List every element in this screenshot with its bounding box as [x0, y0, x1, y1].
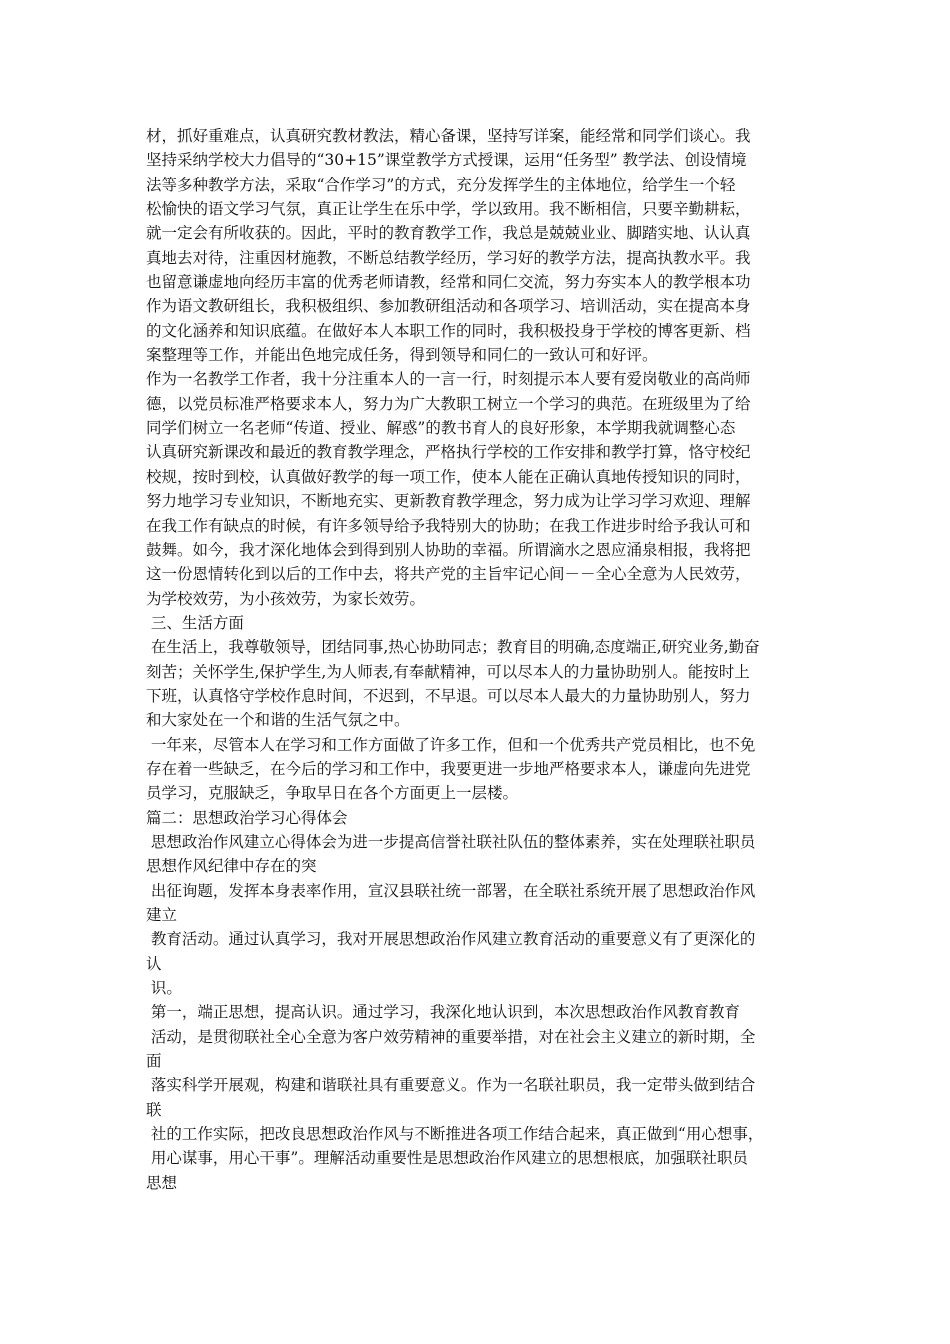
text-line: 思想作风纪律中存在的突	[146, 857, 317, 876]
text-line: 联	[146, 1100, 162, 1119]
text-line: 思想	[146, 1173, 178, 1192]
text-line: 教育活动。通过认真学习，我对开展思想政治作风建立教育活动的重要意义有了更深化的	[146, 930, 756, 949]
text-line: 社的工作实际，把改良思想政治作风与不断推进各项工作结合起来，真正做到“用心想事，	[146, 1125, 764, 1144]
text-line: 在我工作有缺点的时候，有许多领导给予我特别大的协助；在我工作进步时给予我认可和	[146, 516, 751, 535]
text-line: 建立	[146, 906, 178, 924]
text-line: 思想政治作风建立心得体会为进一步提高信誉社联社队伍的整体素养，实在处理联社职员	[146, 832, 756, 851]
text-line: 三、生活方面	[146, 613, 244, 632]
text-line: 同学们树立一名老师“传道、授业、解惑”的教书育人的良好形象，本学期我就调整心态	[146, 419, 736, 438]
paragraph	[146, 733, 812, 806]
text-line: 作为语文教研组长，我积极组织、参加教研组活动和各项学习、培训活动，实在提高本身	[146, 297, 751, 316]
text-line: 活动，是贯彻联社全心全意为客户效劳精神的重要举措，对在社会主义建立的新时期，全	[146, 1027, 756, 1046]
paragraph	[146, 1122, 812, 1195]
paragraph	[146, 1000, 812, 1024]
text-line: 鼓舞。如今，我才深化地体会到得到别人协助的幸福。所谓滴水之恩应涌泉相报，我将把	[146, 540, 751, 559]
paragraph	[146, 927, 812, 976]
paragraph	[146, 830, 812, 879]
text-line: 一年来，尽管本人在学习和工作方面做了许多工作，但和一个优秀共产党员相比，也不免	[146, 735, 756, 754]
paragraph	[146, 124, 812, 367]
text-line: 真地去对待，注重因材施教，不断总结教学经历，学习好的教学方法，提高执教水平。我	[146, 248, 751, 267]
text-line: 在生活上，我尊敬领导，团结同事,热心协助同志；教育目的明确,态度端正,研究业务,勤奋	[146, 638, 760, 657]
text-line: 存在着一些缺乏，在今后的学习和工作中，我要更进一步地严格要求本人，谦虚向先进党	[146, 759, 751, 778]
paragraph	[146, 367, 812, 610]
text-line: 坚持采纳学校大力倡导的“30+15”课堂教学方式授课，运用“任务型” 教学法、创设情境	[146, 151, 747, 170]
text-line: 面	[146, 1052, 162, 1071]
text-line: 出征询题，发挥本身表率作用，宣汉县联社统一部署，在全联社系统开展了思想政治作风	[146, 881, 756, 900]
text-line: 刻苦；关怀学生,保护学生,为人师表,有奉献精神，可以尽本人的力量协助别人。能按时上	[146, 662, 750, 681]
paragraph	[146, 806, 812, 830]
paragraph	[146, 879, 812, 928]
text-line: 第一，端正思想，提高认识。通过学习，我深化地认识到，本次思想政治作风教育教育	[146, 1003, 740, 1022]
text-line: 松愉快的语文学习气氛，真正让学生在乐中学，学以致用。我不断相信，只要辛勤耕耘，	[146, 200, 751, 219]
text-line: 案整理等工作，并能出色地完成任务，得到领导和同仁的一致认可和好评。	[146, 346, 658, 365]
text-line: 的文化涵养和知识底蕴。在做好本人本职工作的同时，我积极投身于学校的博客更新、档	[146, 321, 751, 340]
text-line: 材，抓好重难点，认真研究教材教法，精心备课，坚持写详案，能经常和同学们谈心。我	[146, 127, 751, 145]
text-line: 篇二：思想政治学习心得体会	[146, 808, 348, 827]
text-line: 校规，按时到校，认真做好教学的每一项工作，使本人能在正确认真地传授知识的同时，	[146, 467, 751, 486]
paragraph	[146, 976, 812, 1000]
text-line: 用心谋事，用心干事”。理解活动重要性是思想政治作风建立的思想根底，加强联社职员	[146, 1149, 748, 1168]
paragraph	[146, 611, 812, 635]
text-line: 德，以党员标准严格要求本人，努力为广大教职工树立一个学习的典范。在班级里为了给	[146, 394, 751, 413]
text-line: 作为一名教学工作者，我十分注重本人的一言一行，时刻提示本人要有爱岗敬业的高尚师	[146, 370, 751, 389]
text-line: 认	[146, 954, 162, 973]
paragraph	[146, 1025, 812, 1074]
text-line: 下班，认真恪守学校作息时间，不迟到，不早退。可以尽本人最大的力量协助别人，努力	[146, 686, 751, 705]
text-line: 和大家处在一个和谐的生活气氛之中。	[146, 711, 410, 730]
paragraph	[146, 635, 812, 732]
document-body	[146, 124, 812, 1195]
text-line: 识。	[146, 979, 182, 998]
text-line: 就一定会有所收获的。因此，平时的教育教学工作，我总是兢兢业业、脚踏实地、认认真	[146, 224, 751, 243]
text-line: 落实科学开展观，构建和谐联社具有重要意义。作为一名联社职员，我一定带头做到结合	[146, 1076, 756, 1095]
text-line: 努力地学习专业知识，不断地充实、更新教育教学理念，努力成为让学习学习欢迎、理解	[146, 492, 751, 511]
text-line: 法等多种教学方法，采取“合作学习”的方式，充分发挥学生的主体地位，给学生一个轻	[146, 175, 736, 194]
text-line: 员学习，克服缺乏，争取早日在各个方面更上一层楼。	[146, 784, 519, 803]
text-line: 这一份恩情转化到以后的工作中去，将共产党的主旨牢记心间－－全心全意为人民效劳，	[146, 565, 751, 584]
text-line: 也留意谦虚地向经历丰富的优秀老师请教，经常和同仁交流，努力夯实本人的教学根本功	[146, 273, 751, 292]
text-line: 认真研究新课改和最近的教育教学理念，严格执行学校的工作安排和教学打算，恪守校纪	[146, 443, 751, 462]
paragraph	[146, 1073, 812, 1122]
text-line: 为学校效劳，为小孩效劳，为家长效劳。	[146, 589, 426, 608]
